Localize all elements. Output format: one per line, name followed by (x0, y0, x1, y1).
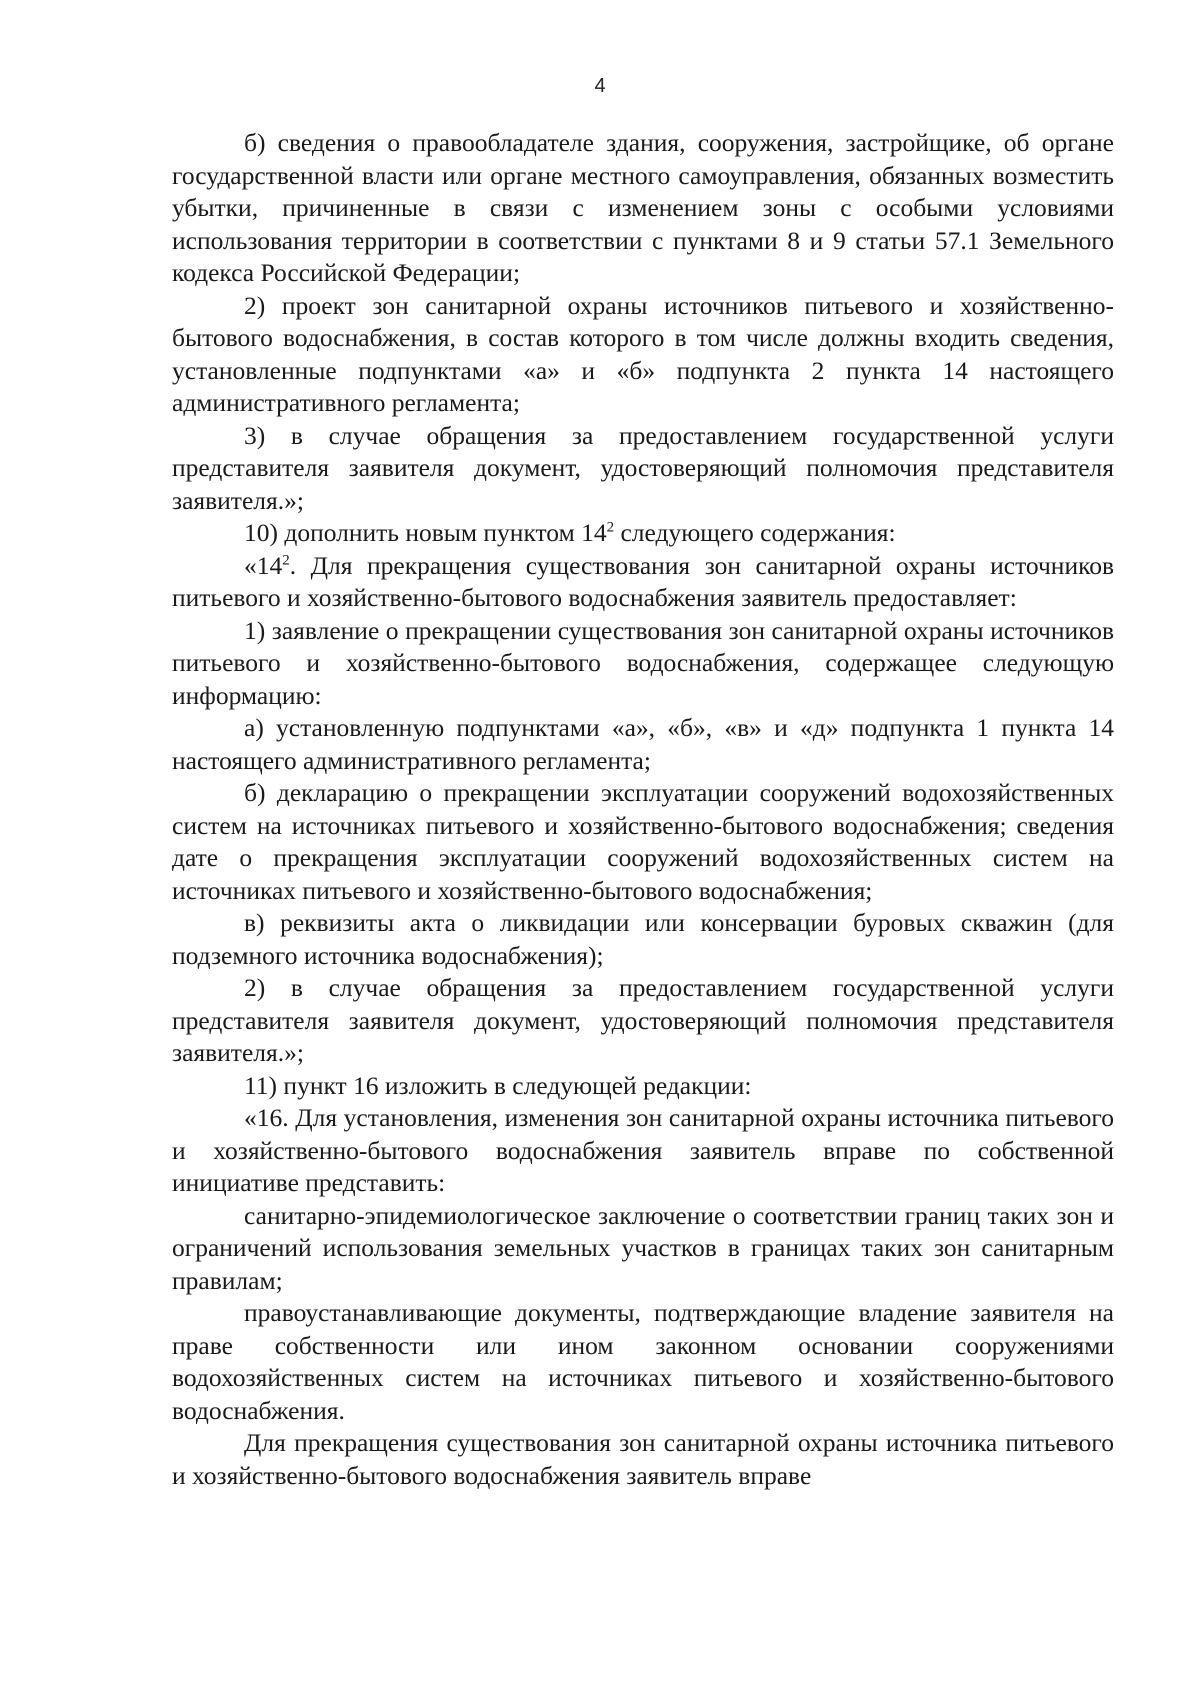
paragraph-text: Для прекращения существования зон санитарной охраны источника питьевого и хозяйственно-бытового водоснабжения заявитель вправе (172, 1428, 1114, 1490)
paragraph (172, 972, 1114, 1070)
paragraph-text: санитарно-эпидемиологическое заключение о соответствии границ таких зон и ограничений использования земельных участков в границах таких зон санитарным правилам; (172, 1200, 1114, 1295)
paragraph-text-continued: следующего содержания: (614, 518, 896, 547)
paragraph (172, 777, 1114, 907)
paragraph (172, 290, 1114, 420)
page-number: 4 (594, 75, 606, 97)
paragraph-text: б) сведения о правообладателе здания, сооружения, застройщике, об органе государственной власти или органе местного самоуправления, обязанных возместить убытки, причиненные в связи с изменением зоны с особыми условиями использования территории в соответствии с пунктами 8 и 9 статьи 57.1 Земельного кодекса Российской Федерации; (172, 128, 1114, 287)
paragraph (172, 420, 1114, 518)
paragraph-text: «14 (244, 550, 283, 580)
superscript: 2 (606, 519, 615, 536)
document-body (172, 127, 1114, 1492)
paragraph-text: 3) в случае обращения за предоставлением государственной услуги представителя заявителя документ, удостоверяющий полномочия представителя заявителя.»; (172, 420, 1114, 515)
paragraph-text: б) декларацию о прекращении эксплуатации сооружений водохозяйственных систем на источниках питьевого и хозяйственно-бытового водоснабжения; сведения дате о прекращения эксплуатации сооружений водохозяйственных систем на источниках питьевого и хозяйственно-бытового водоснабжения; (172, 778, 1114, 905)
paragraph-text: в) реквизиты акта о ликвидации или консервации буровых скважин (для подземного источника водоснабжения); (172, 908, 1114, 970)
paragraph (172, 1070, 1114, 1103)
paragraph-text-continued: . Для прекращения существования зон санитарной охраны источников питьевого и хозяйственно-бытового водоснабжения заявитель предоставляет: (172, 550, 1114, 612)
paragraph (172, 1200, 1114, 1298)
paragraph-text: 1) заявление о прекращении существования зон санитарной охраны источников питьевого и хозяйственно-бытового водоснабжения, содержащее следующую информацию: (172, 615, 1114, 710)
paragraph-text: «16. Для установления, изменения зон санитарной охраны источника питьевого и хозяйственно-бытового водоснабжения заявитель вправе по собственной инициативе представить: (172, 1103, 1114, 1197)
paragraph (172, 1427, 1114, 1492)
paragraph-text: а) установленную подпунктами «а», «б», «в» и «д» подпункта 1 пункта 14 настоящего административного регламента; (172, 713, 1114, 775)
paragraph (172, 517, 1114, 550)
superscript: 2 (282, 552, 290, 568)
paragraph (172, 127, 1114, 290)
paragraph (172, 615, 1114, 713)
paragraph (172, 907, 1114, 972)
paragraph (172, 550, 1114, 615)
paragraph-text: 2) в случае обращения за предоставлением государственной услуги представителя заявителя документ, удостоверяющий полномочия представителя заявителя.»; (172, 973, 1114, 1067)
paragraph-text: 2) проект зон санитарной охраны источников питьевого и хозяйственно-бытового водоснабжения, в состав которого в том числе должны входить сведения, установленные подпунктами «а» и «б» подпункта 2 пункта 14 настоящего административного регламента; (172, 290, 1114, 417)
paragraph-text: правоустанавливающие документы, подтверждающие владение заявителя на праве собственности или ином законном основании сооружениями водохозяйственных систем на источниках питьевого и хозяйственно-бытового водоснабжения. (172, 1298, 1114, 1425)
paragraph-text: 10) дополнить новым пунктом 14 (244, 518, 607, 547)
paragraph-text: 11) пункт 16 изложить в следующей редакции: (244, 1070, 752, 1100)
paragraph (172, 1102, 1114, 1200)
paragraph (172, 712, 1114, 777)
paragraph (172, 1297, 1114, 1427)
